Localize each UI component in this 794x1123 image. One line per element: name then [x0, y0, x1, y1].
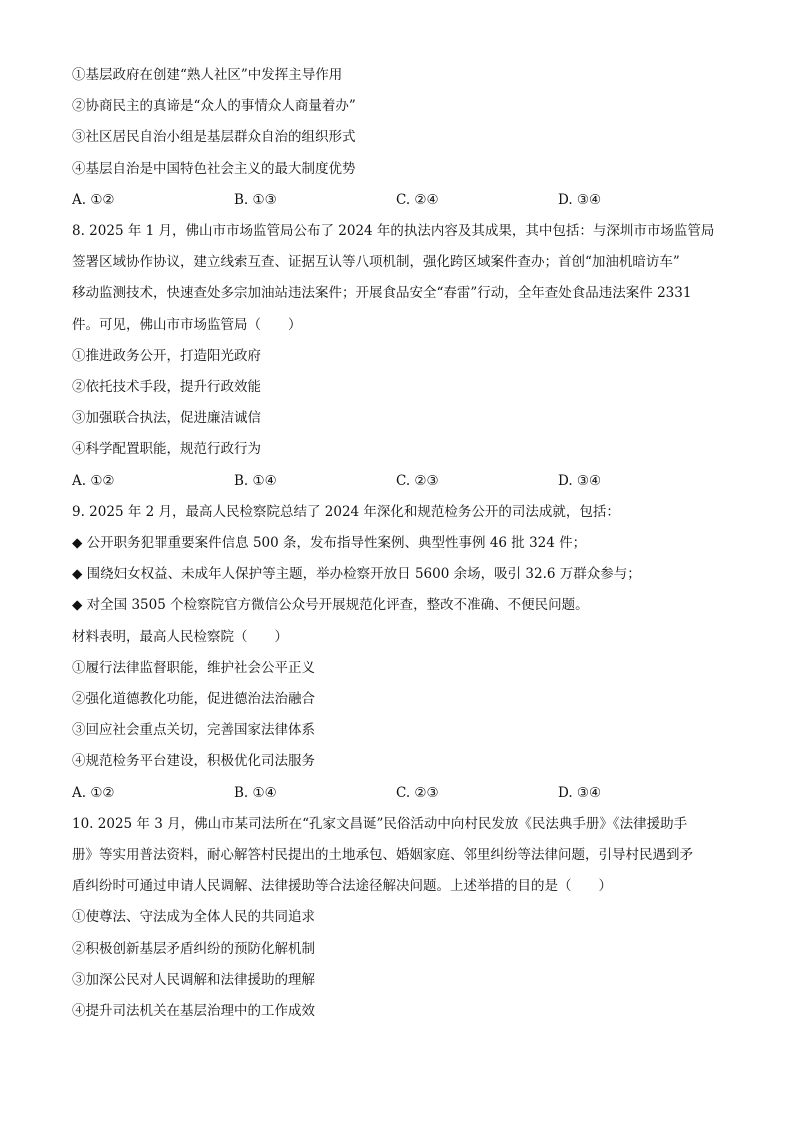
- q9-bullet-3: ◆ 对全国 3505 个检察院官方微信公众号开展规范化评查，整改不准确、不便民问题。: [72, 597, 589, 614]
- q7-option-a: A. ①②: [72, 191, 115, 208]
- q7-option-b: B. ①③: [234, 191, 277, 208]
- q9-statement-2: ②强化道德教化功能，促进德治法治融合: [72, 691, 315, 708]
- q9-bullet-1: ◆ 公开职务犯罪重要案件信息 500 条，发布指导性案例、典型性事例 46 批 324 件；: [72, 535, 587, 552]
- q8-stem-line-2: 签署区域协作协议，建立线索互查、证据互认等八项机制，强化跨区域案件查办；首创“加油机暗访车”: [72, 254, 680, 271]
- q9-statement-1: ①履行法律监督职能，维护社会公平正义: [72, 659, 315, 676]
- q7-statement-2: ②协商民主的真谛是“众人的事情众人商量着办”: [72, 98, 356, 115]
- q10-stem-line-1: 10. 2025 年 3 月，佛山市某司法所在“孔家文昌诞”民俗活动中向村民发放《民法典手册》《法律援助手: [72, 815, 688, 832]
- q8-statement-4: ④科学配置职能，规范行政行为: [72, 441, 261, 458]
- question-8: [72, 216, 732, 497]
- q9-stem: 9. 2025 年 2 月，最高人民检察院总结了 2024 年深化和规范检务公开的司法成就，包括：: [72, 503, 620, 520]
- q9-lead: 材料表明，最高人民检察院（ ）: [72, 628, 288, 645]
- q10-statement-3: ③加深公民对人民调解和法律援助的理解: [72, 971, 315, 988]
- q8-option-c: C. ②③: [396, 472, 439, 489]
- q10-stem-line-3: 盾纠纷时可通过申请人民调解、法律援助等合法途径解决问题。上述举措的目的是（ ）: [72, 878, 612, 895]
- q10-stem-line-2: 册》等实用普法资料，耐心解答村民提出的土地承包、婚姻家庭、邻里纠纷等法律问题，引导村民遇到矛: [72, 847, 693, 864]
- q9-option-c: C. ②③: [396, 784, 439, 801]
- exam-page: [72, 60, 732, 1027]
- q9-option-b: B. ①④: [234, 784, 277, 801]
- q7-option-c: C. ②④: [396, 191, 439, 208]
- q8-statement-2: ②依托技术手段，提升行政效能: [72, 379, 261, 396]
- q9-statement-4: ④规范检务平台建设，积极优化司法服务: [72, 753, 315, 770]
- q8-stem-line-3: 移动监测技术，快速查处多宗加油站违法案件；开展食品安全“春雷”行动，全年查处食品违法案件 2331: [72, 285, 692, 302]
- q7-option-d: D. ③④: [558, 191, 602, 208]
- question-10: [72, 809, 732, 1027]
- q8-stem-line-1: 8. 2025 年 1 月，佛山市市场监管局公布了 2024 年的执法内容及其成果，其中包括：与深圳市市场监管局: [72, 223, 715, 240]
- q10-statement-1: ①使尊法、守法成为全体人民的共同追求: [72, 909, 315, 926]
- q9-option-d: D. ③④: [558, 784, 602, 801]
- q8-option-a: A. ①②: [72, 472, 115, 489]
- q9-statement-3: ③回应社会重点关切，完善国家法律体系: [72, 722, 315, 739]
- q8-statement-1: ①推进政务公开，打造阳光政府: [72, 347, 261, 364]
- q8-statement-3: ③加强联合执法，促进廉洁诚信: [72, 410, 261, 427]
- q9-options: [72, 778, 732, 809]
- q10-statement-4: ④提升司法机关在基层治理中的工作成效: [72, 1003, 315, 1020]
- q7-statement-3: ③社区居民自治小组是基层群众自治的组织形式: [72, 129, 356, 146]
- question-9: [72, 497, 732, 809]
- q8-option-d: D. ③④: [558, 472, 602, 489]
- q9-bullet-2: ◆ 围绕妇女权益、未成年人保护等主题，举办检察开放日 5600 余场，吸引 32.6 万群众参与；: [72, 566, 641, 583]
- q8-option-b: B. ①④: [234, 472, 277, 489]
- question-7: [72, 60, 732, 216]
- q8-stem-line-4: 件。可见，佛山市市场监管局（ ）: [72, 316, 302, 333]
- q7-statement-1: ①基层政府在创建“熟人社区”中发挥主导作用: [72, 67, 343, 83]
- q9-option-a: A. ①②: [72, 784, 115, 801]
- q10-statement-2: ②积极创新基层矛盾纠纷的预防化解机制: [72, 940, 315, 957]
- q8-options: [72, 466, 732, 497]
- q7-options: [72, 185, 732, 216]
- q7-statement-4: ④基层自治是中国特色社会主义的最大制度优势: [72, 160, 356, 177]
